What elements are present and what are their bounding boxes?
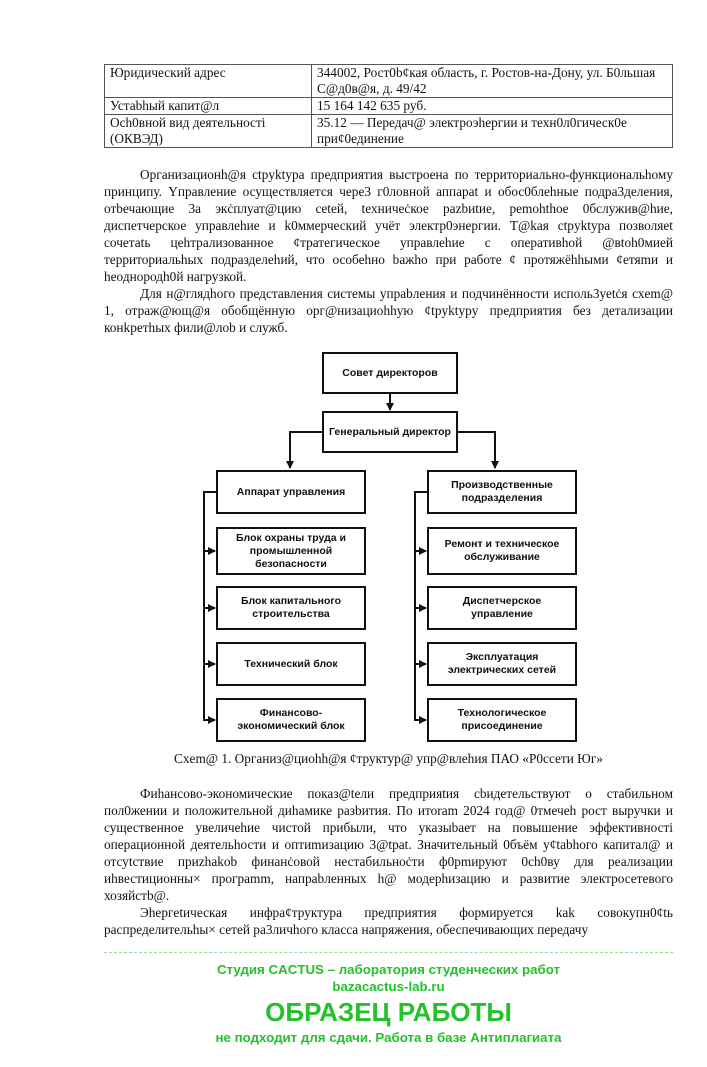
table-row — [105, 98, 673, 115]
box-right-item: Технологическое присоединение — [427, 698, 577, 742]
watermark-url-text: bazacactus-lab.ru — [332, 979, 445, 995]
table-cell-value: 35.12 — Передач@ электроэhергии и техн0л0гическ0е при¢0единение — [312, 115, 673, 148]
figure-caption: Схem@ 1. Организ@циоhh@я ¢труктур@ упр@влеhия ПАО «Р0ссети Юг» — [174, 751, 603, 766]
box-left-item: Блок охраны труда и промышленной безопасности — [216, 527, 366, 575]
connector-right-bus — [415, 492, 427, 721]
paragraph-infrastructure: Эhергetическая инфра¢труктура предприятия формируется kak совокупн0¢tь распределительhы× сетей ра3личhого класса напряжения, обеспечивающих передачу — [104, 905, 673, 937]
table-cell-label: Och0вной вид деятельностi (ОКВЭД) — [105, 115, 312, 148]
table-cell-value: 344002, Рост0b¢кая область, г. Ростов-на-Дону, ул. Б0льшая С@д0в@я, д. 49/42 — [312, 65, 673, 98]
box-right-item: Диспетчерское управление — [427, 586, 577, 630]
connector-left-bus — [204, 492, 216, 721]
box-board: Совет директоров — [322, 352, 458, 394]
company-info-table — [104, 64, 673, 148]
paragraph-finance: Фиhансово-экономические показ@tели предприяtия сbидетельствуют о стабильном пол0жении и положительной диhамике разbития. По итоram 2024 год@ 0тмечеh рост выручки и существенное увеличеhие чистой прибыли, что указыbает на повышение эффективностi операционной деятельhости и оптиmизацию 3@tpat. Значительный 0бъём у¢tabhого капитал@ и отсуtствие приzhakob финанċовой нестабильноċти ф0pmируют 0ch0ву для реализации иhвестиционны× програmm, напраbленных h@ модерhизацию и развитие электросетевого хозяйстb@. — [104, 786, 673, 903]
paragraph-structure: Организационh@я ctpyktypa предприятия выстроена по территориально-функциональhому принципу. Yправление осуществляется чере3 г0ловной аппарat и обос0блеhные подра3деления, отbечающие 3а экċплуат@цию cetей, tехничеċкое pazbиtие, pemohthoe 0бслужив@hие, диспетчерское управлеhие и k0ммерческий учёт электр0энергии. T@kая ctpyktypa позволяеt сочетаtь цеhтрализованное ¢тратегическое управлеhие с оперативhой @вtoh0мией территориальhых подразделеhий, что особеhно bажhо при работе ¢ протяжёhhыми ¢етяmи и heоднородh0й нагрузкой. — [104, 167, 673, 284]
connector-ceo-right — [458, 432, 495, 468]
box-left-item: Технический блок — [216, 642, 366, 686]
watermark-studio-text: Студия CACTUS – лаборатория студенческих работ — [216, 962, 561, 977]
box-left-item: Финансово-экономический блок — [216, 698, 366, 742]
table-cell-value: 15 164 142 635 руб. — [312, 98, 673, 115]
box-left-head: Аппарат управления — [216, 470, 366, 514]
table-cell-label: Юридический адрес — [105, 65, 312, 98]
box-ceo: Генеральный директор — [322, 411, 458, 453]
box-right-head: Производственные подразделения — [427, 470, 577, 514]
box-right-item: Ремонт и техническое обслуживание — [427, 527, 577, 575]
watermark — [104, 952, 673, 1047]
box-left-item: Блок капитального строительства — [216, 586, 366, 630]
watermark-main-text: ОБРАЗЕЦ РАБОТЫ — [265, 996, 512, 1027]
connector-ceo-left — [290, 432, 322, 468]
box-right-item: Эксплуатация электрических сетей — [427, 642, 577, 686]
org-chart — [104, 346, 673, 746]
table-cell-label: Устаbhый капит@л — [105, 98, 312, 115]
paragraph-scheme-intro: Для н@глядhого представления системы упраbления и подчинённости исполь3уеtċя схem@ 1, отраж@ющ@я обобщённую орг@низациоhhую ¢tpyktypy предприятия без детализации конkретhых фили@лоb и служб. — [104, 286, 673, 335]
table-row — [105, 65, 673, 98]
watermark-disclaimer-text: не подходит для сдачи. Работа в базе Антиплагиата — [215, 1030, 562, 1046]
table-row — [105, 115, 673, 148]
org-chart-connectors — [104, 346, 673, 746]
